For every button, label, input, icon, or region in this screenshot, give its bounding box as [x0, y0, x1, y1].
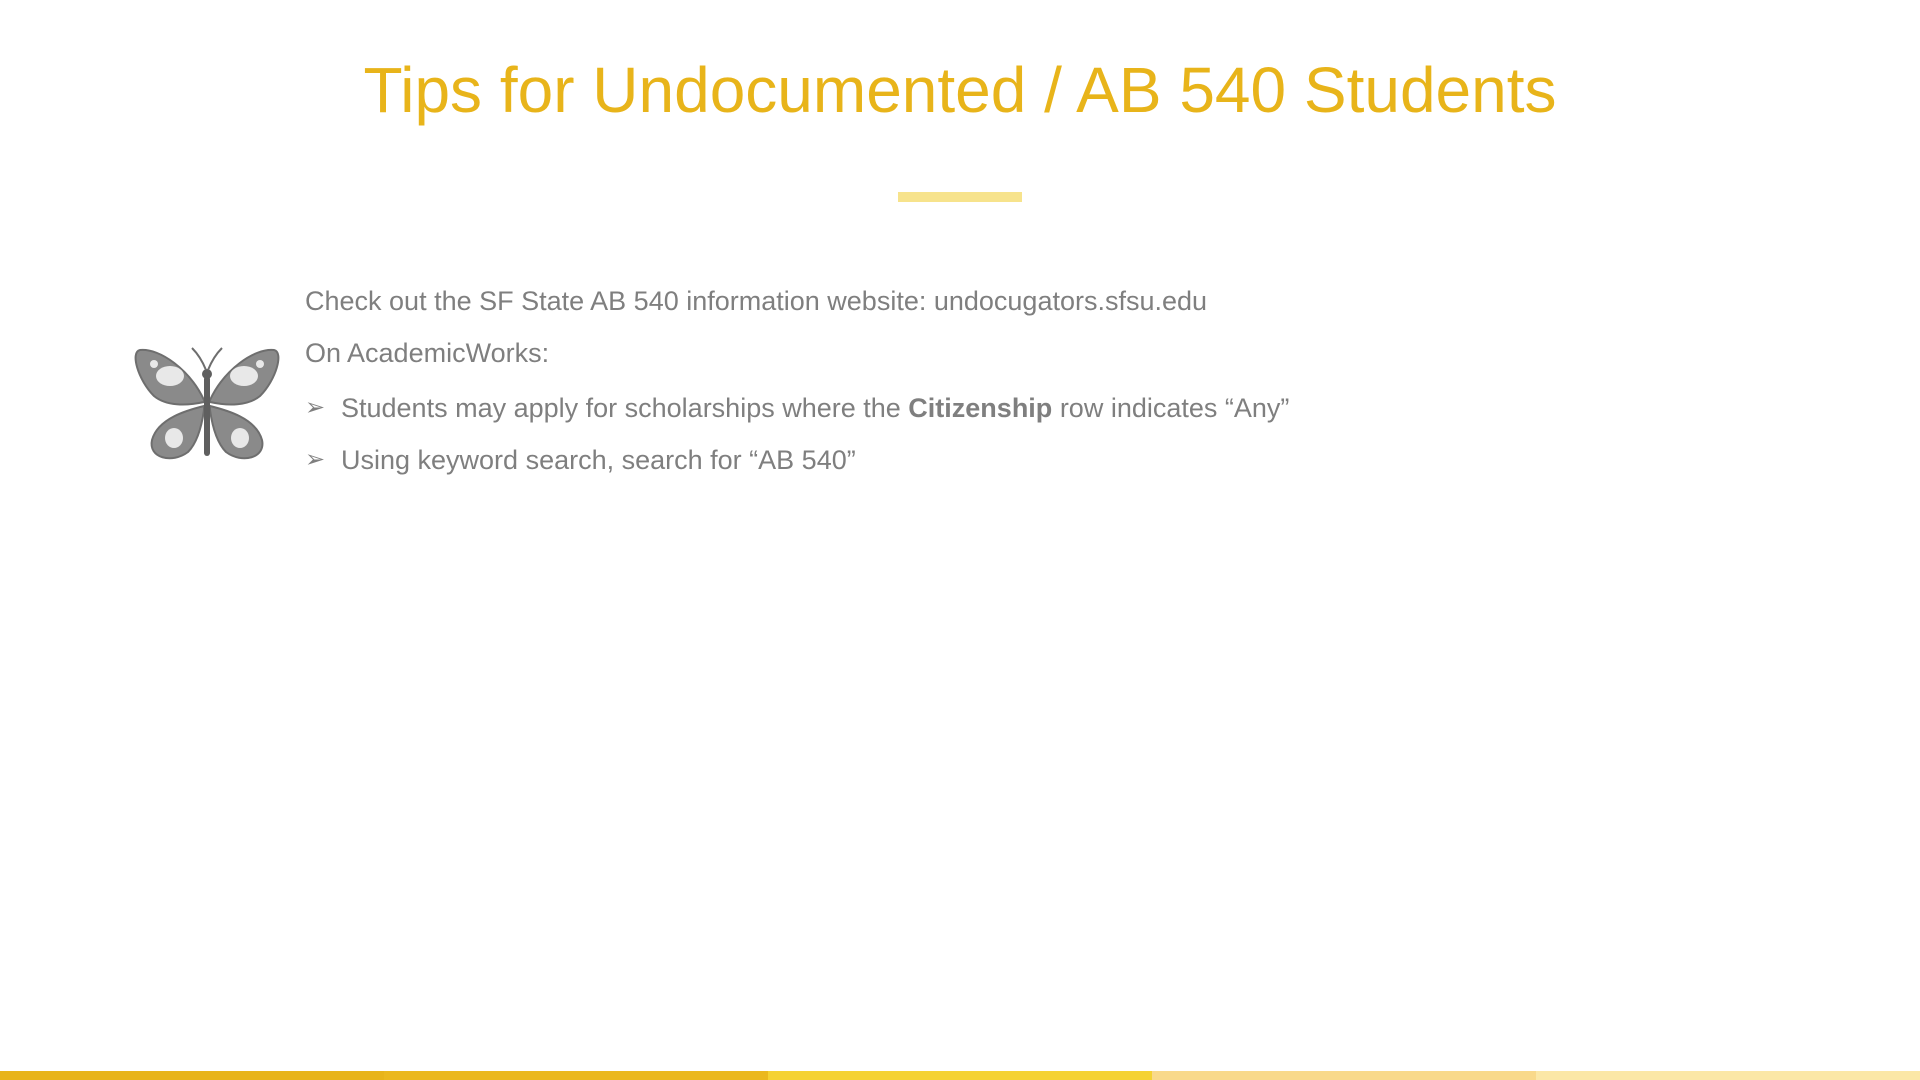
footer-stripe-5 [1536, 1071, 1920, 1080]
arrow-bullet-icon: ➢ [305, 446, 326, 473]
butterfly-icon [132, 340, 282, 468]
footer-stripe-4 [1152, 1071, 1536, 1080]
title-accent-bar [898, 192, 1022, 202]
footer-stripe-1 [0, 1071, 384, 1080]
footer-stripe-2 [384, 1071, 768, 1080]
slide-body [305, 278, 1805, 486]
arrow-bullet-icon: ➢ [305, 394, 326, 421]
bullet-text: Using keyword search, search for “AB 540” [341, 445, 856, 475]
academicworks-line: On AcademicWorks: [305, 338, 550, 368]
citizenship-bold: Citizenship [908, 393, 1053, 423]
bullet-text: Students may apply for scholarships where the Citizenship row indicates “Any” [341, 393, 1290, 423]
footer-stripes [0, 1071, 1920, 1080]
bullet-item-citizenship [305, 382, 1805, 434]
bullet-item-keyword-search [305, 434, 1805, 486]
website-line: Check out the SF State AB 540 information website: undocugators.sfsu.edu [305, 286, 1208, 316]
footer-stripe-3 [768, 1071, 1152, 1080]
page-title: Tips for Undocumented / AB 540 Students [363, 54, 1557, 126]
